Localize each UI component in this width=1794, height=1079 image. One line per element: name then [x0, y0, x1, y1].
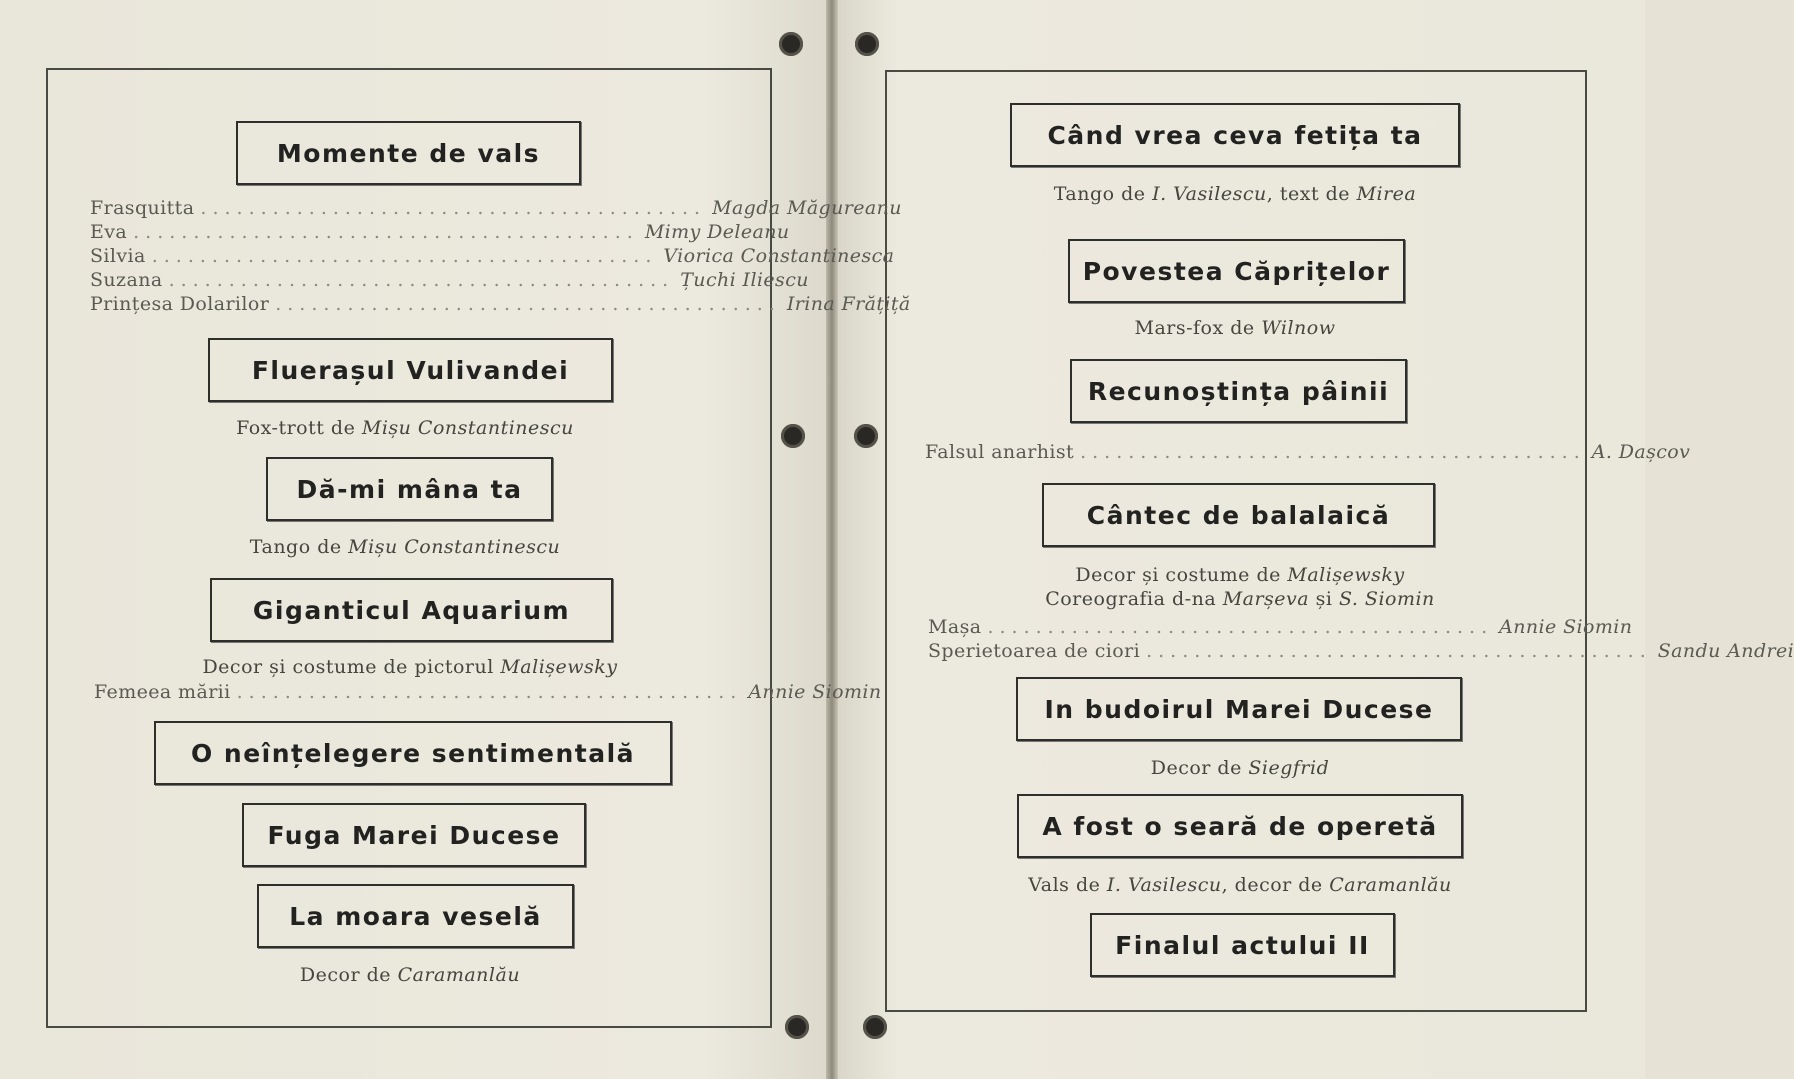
cast-actor: Sandu Andrei	[1657, 640, 1794, 662]
cast-line: Mașa .......................................... Annie Siomin	[928, 616, 1633, 638]
act-title: O neînțelegere sentimentală	[154, 721, 672, 785]
act-note: Tango de Mișu Constantinescu	[249, 536, 561, 558]
cast-role: Eva	[90, 221, 128, 243]
cast-actor: Țuchi Iliescu	[680, 269, 809, 291]
booklet-spine	[826, 0, 838, 1079]
act-title: Fuga Marei Ducese	[242, 803, 586, 867]
cast-role: Prințesa Dolarilor	[90, 293, 270, 315]
act-note: Decor de Caramanlău	[299, 964, 521, 986]
act-note: Coreografia d-na Marșeva și S. Siomin	[1045, 588, 1435, 610]
act-title: Dă-mi mâna ta	[266, 457, 553, 521]
act-note: Fox-trott de Mișu Constantinescu	[236, 417, 574, 439]
cast-actor: Annie Siomin	[748, 681, 882, 703]
cast-actor: Magda Măgureanu	[712, 197, 902, 219]
cast-role: Mașa	[928, 616, 982, 638]
binding-hole	[863, 1015, 887, 1039]
cast-actor: Mimy Deleanu	[644, 221, 790, 243]
act-title: Recunoștința pâinii	[1070, 359, 1407, 423]
act-note: Decor și costume de Malișewsky	[1075, 564, 1405, 586]
act-note: Decor de Siegfrid	[1150, 757, 1330, 779]
cast-line: Silvia .......................................... Viorica Constantinesca	[90, 245, 895, 267]
cast-line: Suzana .......................................... Țuchi Iliescu	[90, 269, 809, 291]
cast-line: Prințesa Dolarilor .......................................... Irina Frățiță	[90, 293, 911, 315]
act-title: Giganticul Aquarium	[210, 578, 613, 642]
act-title: Cântec de balalaică	[1042, 483, 1435, 547]
cast-actor: Irina Frățiță	[786, 293, 911, 315]
act-note: Mars-fox de Wilnow	[1134, 317, 1336, 339]
act-note: Decor și costume de pictorul Malișewsky	[202, 656, 618, 678]
cast-role: Suzana	[90, 269, 163, 291]
act-title: Povestea Căprițelor	[1068, 239, 1405, 303]
act-title: La moara veselă	[257, 884, 574, 948]
cast-line: Frasquitta .......................................... Magda Măgureanu	[90, 197, 902, 219]
binding-hole	[855, 32, 879, 56]
binding-hole	[779, 32, 803, 56]
cast-role: Sperietoarea de ciori	[928, 640, 1141, 662]
binding-hole	[854, 424, 878, 448]
act-title: A fost o seară de operetă	[1017, 794, 1463, 858]
cast-line: Femeea mării .......................................... Annie Siomin	[94, 681, 882, 703]
act-title: In budoirul Marei Ducese	[1016, 677, 1462, 741]
cast-role: Falsul anarhist	[925, 441, 1075, 463]
act-title: Când vrea ceva fetița ta	[1010, 103, 1460, 167]
binding-hole	[781, 424, 805, 448]
cast-actor: A. Dașcov	[1591, 441, 1691, 463]
cast-role: Femeea mării	[94, 681, 231, 703]
cast-actor: Viorica Constantinesca	[663, 245, 895, 267]
cast-role: Frasquitta	[90, 197, 195, 219]
act-note: Tango de I. Vasilescu, text de Mirea	[1053, 183, 1417, 205]
cast-line: Sperietoarea de ciori .......................................... Sandu Andrei	[928, 640, 1794, 662]
act-title: Fluerașul Vulivandei	[208, 338, 613, 402]
act-note: Vals de I. Vasilescu, decor de Caramanlău	[1028, 874, 1452, 896]
cast-line: Eva .......................................... Mimy Deleanu	[90, 221, 790, 243]
act-title: Momente de vals	[236, 121, 581, 185]
cast-line: Falsul anarhist .......................................... A. Dașcov	[925, 441, 1691, 463]
act-title: Finalul actului II	[1090, 913, 1395, 977]
cast-role: Silvia	[90, 245, 146, 267]
cast-actor: Annie Siomin	[1499, 616, 1633, 638]
binding-hole	[785, 1015, 809, 1039]
